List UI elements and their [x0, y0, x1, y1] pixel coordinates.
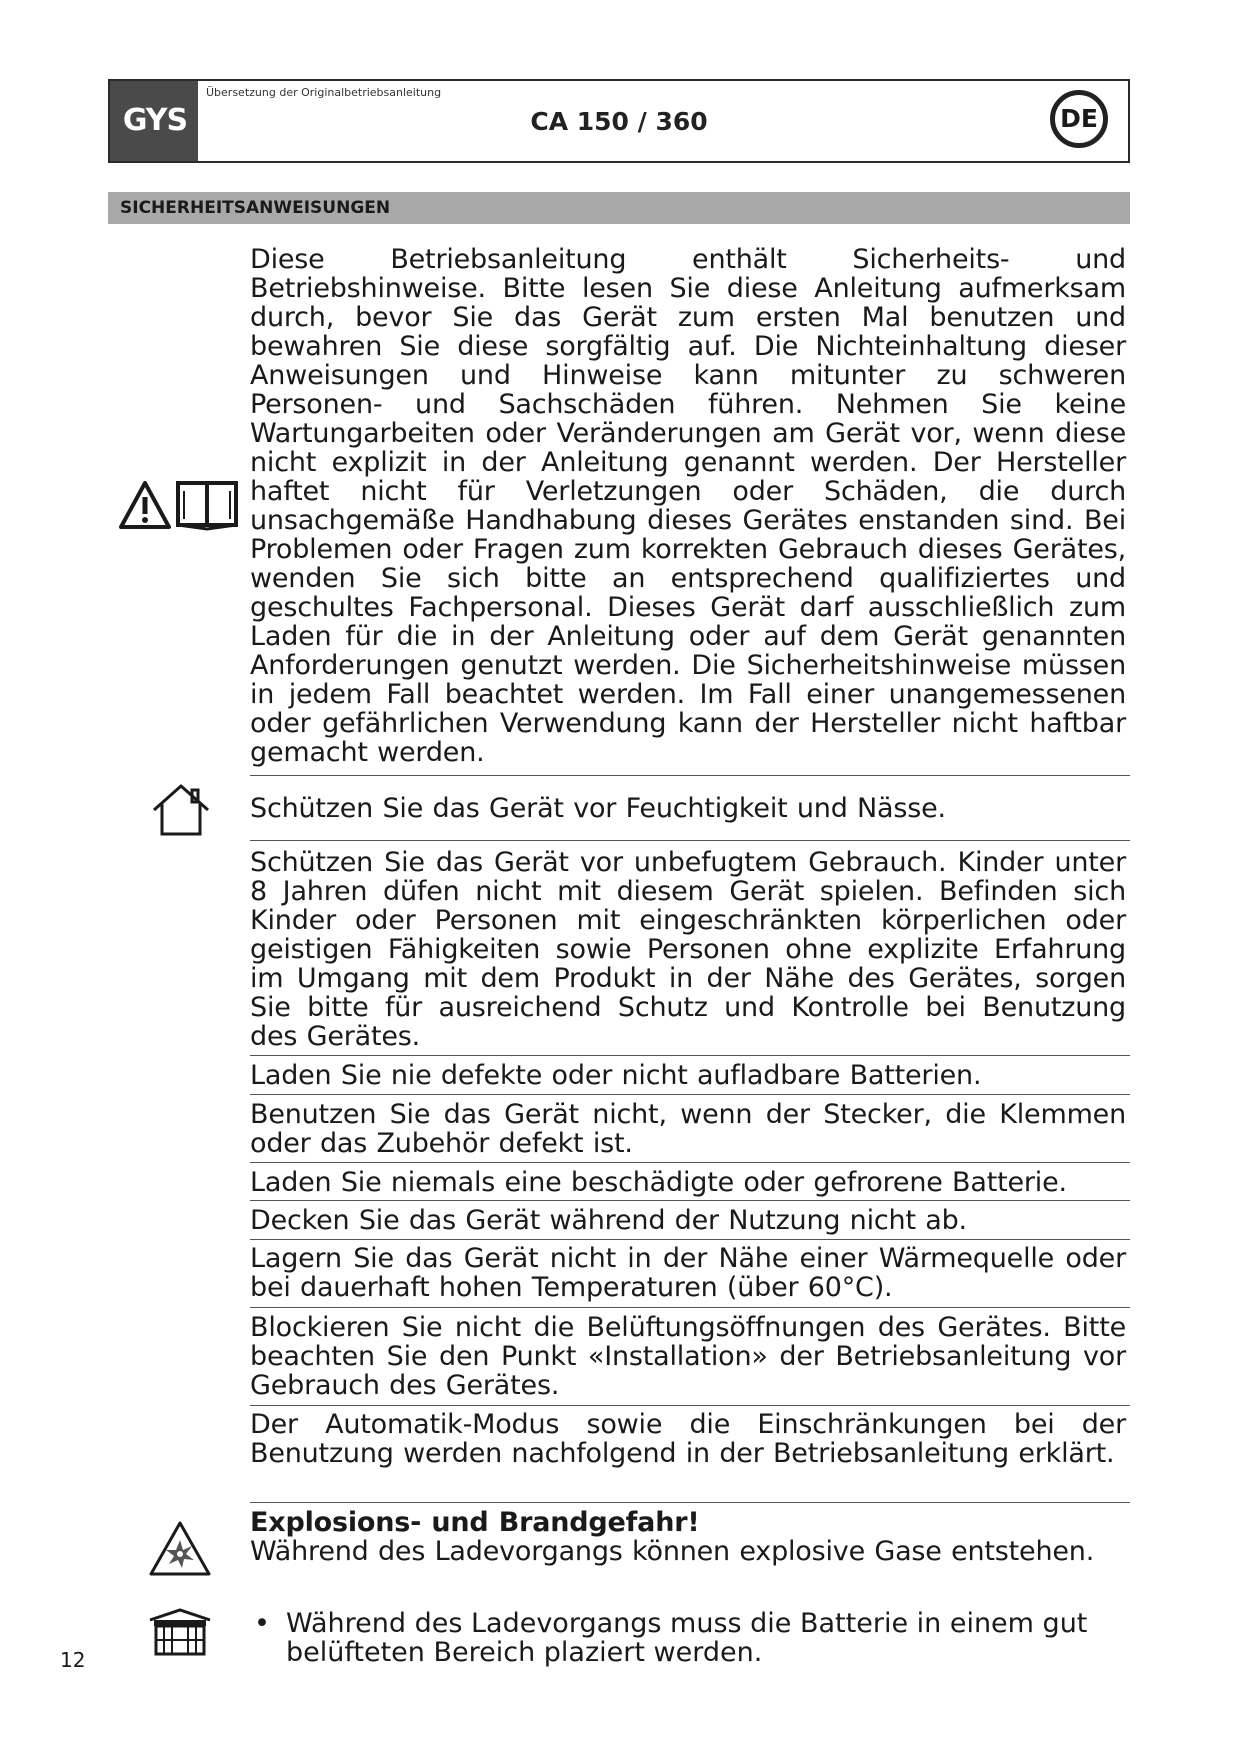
ventilation-bullet [254, 1609, 1126, 1667]
divider [250, 1502, 1130, 1503]
divider [250, 1055, 1130, 1056]
intro-paragraph: Diese Betriebsanleitung enthält Sicherheits- und Betriebshinweise. Bitte lesen Sie diese Anleitung aufmerksam durch, bevor Sie das Gerät zum ersten Mal benutzen und bewahren Sie diese sorgfältig auf. Die Nichteinhaltung dieser Anweisungen und Hinweise kann mitunter zu schweren Personen- und Sachschäden führen. Nehmen Sie keine Wartungarbeiten oder Veränderungen am Gerät vor, wenn diese nicht explizit in der Anleitung genannt werden. Der Hersteller haftet nicht für Verletzungen oder Schäden, die durch unsachgemäße Handhabung dieses Gerätes enstanden sind. Bei Problemen oder Fragen zum korrekten Gebrauch dieses Gerätes, wenden Sie sich bitte an entsprechend qualifiziertes und geschultes Fachpersonal. Dieses Gerät darf ausschließlich zum Laden für die in der Anleitung oder auf dem Gerät genannten Anforderungen genutzt werden. Die Sicherheitshinweise müssen in jedem Fall beachtet werden. Im Fall einer unangemessenen oder gefährlichen Verwendung kann der Hersteller nicht haftbar gemacht werden. [250, 244, 1126, 768]
divider [250, 840, 1130, 841]
cover-note: Decken Sie das Gerät während der Nutzung nicht ab. [250, 1205, 967, 1236]
heat-note: Lagern Sie das Gerät nicht in der Nähe einer Wärmequelle oder bei dauerhaft hohen Temperaturen (über 60°C). [250, 1243, 1126, 1303]
explosion-warning [250, 1508, 1126, 1566]
bullet-dot: • [254, 1608, 270, 1639]
warning-manual-icon [118, 479, 242, 531]
explosion-warning-icon [148, 1520, 212, 1578]
explosion-title: Explosions- und Brandgefahr! [250, 1507, 700, 1538]
section-title: SICHERHEITSANWEISUNGEN [108, 192, 1130, 224]
auto-mode-note: Der Automatik-Modus sowie die Einschränkungen bei der Benutzung werden nachfolgend in der Betriebsanleitung erklärt. [250, 1409, 1126, 1469]
plug-note: Benutzen Sie das Gerät nicht, wenn der Stecker, die Klemmen oder das Zubehör defekt ist. [250, 1099, 1126, 1159]
moisture-note: Schützen Sie das Gerät vor Feuchtigkeit und Nässe. [250, 793, 946, 824]
frozen-battery-note: Laden Sie niemals eine beschädigte oder gefrorene Batterie. [250, 1167, 1067, 1198]
divider [250, 1239, 1130, 1240]
page-number: 12 [60, 1648, 86, 1672]
house-icon [150, 782, 212, 838]
header-subtitle: Übersetzung der Originalbetriebsanleitung [206, 86, 442, 99]
model-title: CA 150 / 360 [530, 107, 708, 136]
divider [250, 1200, 1130, 1201]
language-badge: DE [1050, 90, 1108, 148]
children-note: Schützen Sie das Gerät vor unbefugtem Gebrauch. Kinder unter 8 Jahren düfen nicht mit diesem Gerät spielen. Befinden sich Kinder oder Personen mit eingeschränkten körperlichen oder geistigen Fähigkeiten sowie Personen ohne explizite Erfahrung im Umgang mit dem Produkt in der Nähe des Gerätes, sorgen Sie bitte für ausreichend Schutz und Kontrolle bei Benutzung des Gerätes. [250, 847, 1126, 1052]
divider [250, 1094, 1130, 1095]
ventilated-shelter-icon [148, 1608, 212, 1656]
ventilation-bullet-text: Während des Ladevorgangs muss die Batterie in einem gut belüfteten Bereich plaziert werden. [286, 1608, 1088, 1668]
document-header [108, 79, 1130, 163]
divider [250, 1307, 1130, 1308]
divider [250, 775, 1130, 776]
explosion-text: Während des Ladevorgangs können explosive Gase entstehen. [250, 1536, 1095, 1567]
logo-text: GYS [112, 101, 198, 141]
divider [250, 1162, 1130, 1163]
vents-note: Blockieren Sie nicht die Belüftungsöffnungen des Gerätes. Bitte beachten Sie den Punkt «Installation» der Betriebsanleitung vor Gebrauch des Gerätes. [250, 1312, 1126, 1401]
defective-battery-note: Laden Sie nie defekte oder nicht aufladbare Batterien. [250, 1060, 982, 1091]
divider [250, 1405, 1130, 1406]
